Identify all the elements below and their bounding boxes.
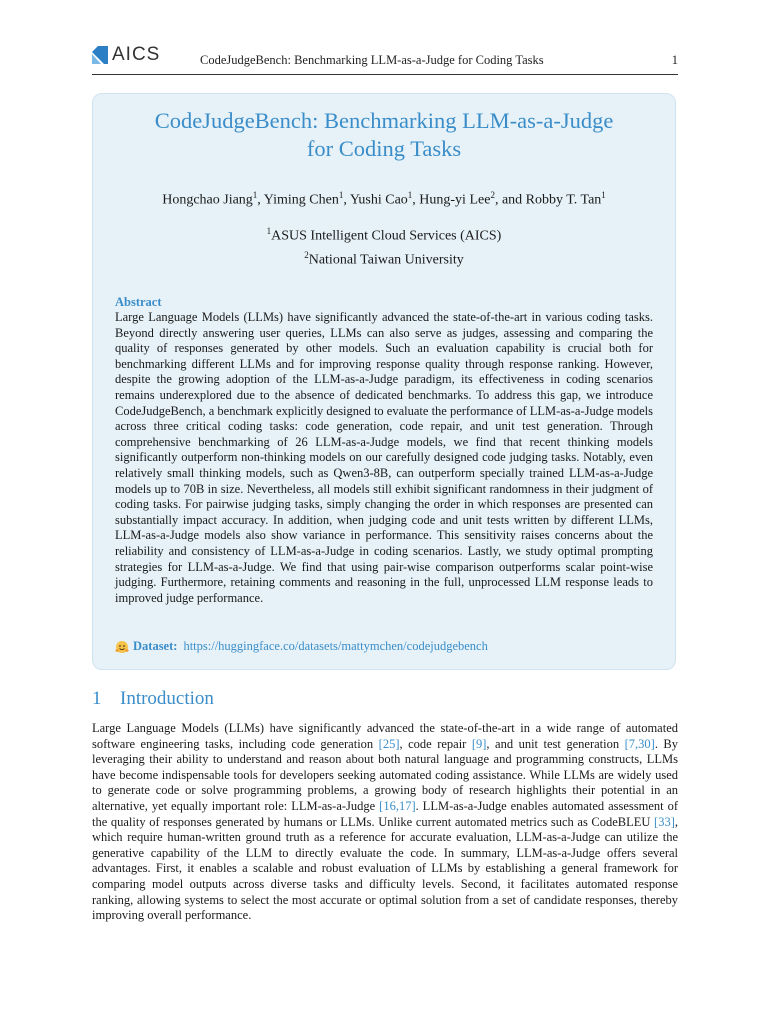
paper-title-line-2: for Coding Tasks xyxy=(306,136,462,161)
affiliation xyxy=(93,246,675,270)
citation-link[interactable]: [7,30] xyxy=(624,736,655,751)
logo-text: AICS xyxy=(112,44,161,65)
author-affil-mark: 1 xyxy=(252,190,258,200)
section-title: Introduction xyxy=(120,688,214,709)
author-affil-mark: 2 xyxy=(490,190,495,200)
intro-text: . By leveraging their ability to understand and reason about both natural language and programming constructs, LLMs have become indispensable tools for developers seeking automated coding assistance. While LLMs are widely used to generate code or solve programming problems, a growing body of research highlights their potential in an alternative, yet equally important role: LLM-as-a-Judge xyxy=(92,736,679,813)
page-number: 1 xyxy=(671,53,678,67)
intro-text: Large Language Models (LLMs) have significantly advanced the state-of-the-art in a wide range of automated software engineering tasks, including code generation xyxy=(92,721,678,751)
dataset-label: Dataset: xyxy=(133,639,178,653)
running-title: CodeJudgeBench: Benchmarking LLM-as-a-Judge for Coding Tasks xyxy=(200,53,544,67)
affiliation xyxy=(93,222,675,246)
author-affil-mark: 1 xyxy=(338,190,344,200)
author-separator: , xyxy=(412,192,420,208)
aics-logo xyxy=(92,44,160,66)
citation-link[interactable]: [33] xyxy=(654,814,675,829)
author-list xyxy=(93,190,675,209)
affiliation-name: ASUS Intelligent Cloud Services (AICS) xyxy=(271,228,502,244)
author: Robby T. Tan xyxy=(525,192,602,208)
citation-link[interactable]: [9] xyxy=(471,736,487,751)
affiliation-name: National Taiwan University xyxy=(308,252,464,268)
intro-text: . LLM-as-a-Judge enables automated assessment of the quality of responses generated by humans or LLMs. Unlike current automated metrics such as CodeBLEU xyxy=(92,798,678,829)
affiliation-list xyxy=(93,222,675,269)
author-separator: , xyxy=(257,192,264,208)
aics-logo-icon xyxy=(92,46,108,64)
page-header xyxy=(92,44,678,75)
author-affil-mark: 1 xyxy=(601,190,606,200)
introduction-paragraph xyxy=(92,721,678,924)
abstract-heading: Abstract xyxy=(115,295,162,309)
author: Yushi Cao xyxy=(349,192,408,208)
paper-title-line-1: CodeJudgeBench: Benchmarking LLM-as-a-Judge xyxy=(154,108,614,133)
author-separator: , and xyxy=(494,192,526,208)
paper-title xyxy=(93,107,675,163)
author-affil-mark: 1 xyxy=(407,190,413,200)
affiliation-mark: 2 xyxy=(304,249,309,260)
author: Yiming Chen xyxy=(263,192,339,208)
author: Hongchao Jiang xyxy=(162,192,253,208)
section-heading-introduction xyxy=(92,688,214,710)
dataset-link[interactable]: https://huggingface.co/datasets/mattymchen/codejudgebench xyxy=(183,639,488,653)
author: Hung-yi Lee xyxy=(419,192,491,208)
abstract-text: Large Language Models (LLMs) have significantly advanced the state-of-the-art in various coding tasks. Beyond directly answering user queries, LLMs can also serve as judges, assessing and comparing the quality of responses generated by other models. Such an evaluation capability is crucial both for benchmarking different LLMs and for improving response quality through response ranking. However, despite the growing adoption of the LLM-as-a-Judge paradigm, its effectiveness in coding scenarios remains underexplored due to the absence of dedicated benchmarks. To address this gap, we introduce CodeJudgeBench, a benchmark explicitly designed to evaluate the performance of LLM-as-a-Judge models across three critical coding tasks: code generation, code repair, and unit test generation. Through comprehensive benchmarking of 26 LLM-as-a-Judge models, we find that recent thinking models significantly outperform non-thinking models on our carefully designed code judging tasks. Notably, even relatively small thinking models, such as Qwen3-8B, can outperform specially trained LLM-as-a-Judge models up to 70B in size. Nevertheless, all models still exhibit significant randomness in their judgment of coding tasks. For pairwise judging tasks, simply changing the order in which responses are presented can substantially impact accuracy. In addition, when judging code and unit tests written by different LLMs, LLM-as-a-Judge models also show variance in performance. This sensitivity raises concerns about the reliability and consistency of LLM-as-a-Judge in coding scenarios. Lastly, we study optimal prompting strategies for LLM-as-a-Judge. We find that using pair-wise comparison outperforms scalar point-wise judging. Furthermore, retaining comments and reasoning in the full, unprocessed LLM response leads to improved judge performance. xyxy=(115,310,654,605)
intro-text: , which require human-written ground truth as a reference for accurate evaluation, LLM-as-a-Judge can utilize the generative capability of the LLM to directly evaluate the code. In summary, LLM-as-a-Judge offers several advantages. First, it enables a scalable and robust evaluation of LLMs by establishing a general framework for comparing model outputs across diverse tasks and difficulty levels. Second, it facilitates automated response ranking, allowing systems to select the most accurate or optimal solution from a set of candidate responses, thereby improving overall performance. xyxy=(92,814,678,923)
citation-link[interactable]: [16,17] xyxy=(379,798,416,813)
intro-text: , code repair xyxy=(399,736,472,751)
author-separator: , xyxy=(343,192,350,208)
section-number: 1 xyxy=(92,688,102,709)
dataset-line xyxy=(115,639,488,654)
intro-text: , and unit test generation xyxy=(486,736,625,751)
title-box xyxy=(92,93,676,670)
citation-link[interactable]: [25] xyxy=(378,736,400,751)
hugging-face-icon xyxy=(115,640,129,654)
affiliation-mark: 1 xyxy=(266,226,272,236)
